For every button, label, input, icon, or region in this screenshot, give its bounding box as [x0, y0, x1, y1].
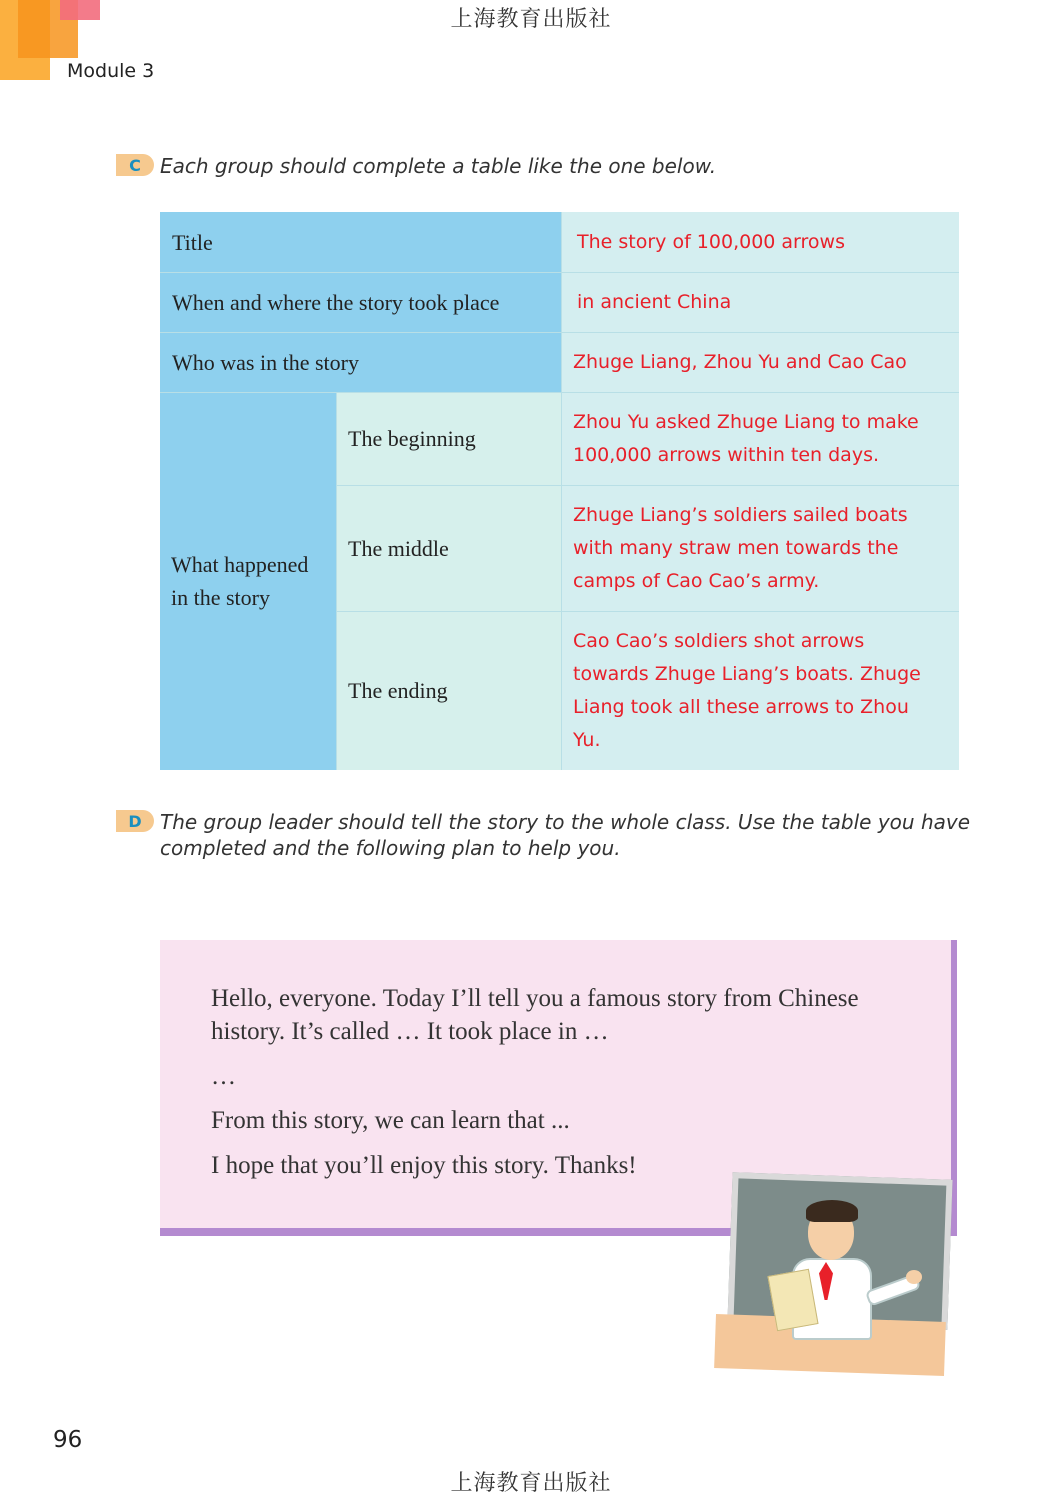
when-answer-cell — [561, 272, 959, 332]
beginning-label: The beginning — [348, 426, 476, 451]
who-label: Who was in the story — [172, 349, 359, 375]
answer-line: Zhuge Liang’s soldiers sailed boats — [573, 503, 908, 526]
title-label: Title — [172, 229, 213, 255]
answer-line: camps of Cao Cao’s army. — [573, 569, 820, 592]
who-answer-cell — [561, 332, 959, 392]
story-table — [160, 212, 959, 770]
speech-line: Hello, everyone. Today I’ll tell you a famous story from Chinese — [211, 985, 859, 1012]
table-divider — [160, 392, 959, 393]
ending-answer-cell — [561, 611, 959, 770]
answer-line: Zhou Yu asked Zhuge Liang to make — [573, 410, 919, 433]
title-answer: The story of 100,000 arrows — [577, 230, 845, 253]
title-label-cell — [160, 212, 561, 272]
table-divider — [160, 272, 959, 273]
ending-label-cell — [336, 611, 561, 770]
answer-line: towards Zhuge Liang’s boats. Zhuge — [573, 662, 921, 685]
middle-label: The middle — [348, 535, 449, 561]
ending-label: The ending — [348, 678, 448, 703]
module-label: Module 3 — [67, 60, 155, 82]
what-label-line: in the story — [171, 585, 270, 610]
speech-line: … — [211, 1063, 236, 1090]
what-label-line: What happened — [171, 552, 309, 577]
answer-line: Yu. — [573, 728, 601, 751]
section-c-instruction: Each group should complete a table like the one below. — [160, 154, 717, 178]
section-d-instruction — [160, 809, 970, 861]
beginning-answer-cell — [561, 392, 959, 485]
page-number: 96 — [53, 1427, 83, 1453]
answer-line: Liang took all these arrows to Zhou — [573, 695, 909, 718]
table-divider — [336, 392, 337, 770]
title-answer-cell — [561, 212, 959, 272]
section-c-badge: C — [116, 154, 154, 176]
speech-line: history. It’s called … It took place in … — [211, 1018, 609, 1045]
answer-line: Cao Cao’s soldiers shot arrows — [573, 629, 865, 652]
publisher-header: 上海教育出版社 — [450, 7, 612, 32]
section-d-badge: D — [116, 810, 154, 832]
answer-line: with many straw men towards the — [573, 536, 899, 559]
speech-line: From this story, we can learn that ... — [211, 1107, 570, 1134]
beginning-label-cell — [336, 392, 561, 485]
when-answer: in ancient China — [577, 290, 732, 313]
table-divider — [336, 611, 959, 612]
instruction-line: completed and the following plan to help you. — [160, 836, 621, 860]
publisher-footer: 上海教育出版社 — [450, 1471, 612, 1496]
middle-label-cell — [336, 485, 561, 611]
table-divider — [336, 485, 959, 486]
who-answer: Zhuge Liang, Zhou Yu and Cao Cao — [573, 350, 907, 373]
when-label-cell — [160, 272, 561, 332]
student-hair-illustration — [806, 1200, 858, 1222]
answer-line: 100,000 arrows within ten days. — [573, 443, 880, 466]
instruction-line: The group leader should tell the story to the whole class. Use the table you have — [160, 810, 971, 834]
who-label-cell — [160, 332, 561, 392]
middle-answer-cell — [561, 485, 959, 611]
student-hand-illustration — [906, 1270, 922, 1284]
table-divider — [561, 212, 562, 770]
table-divider — [160, 332, 959, 333]
speech-line: I hope that you’ll enjoy this story. Thanks! — [211, 1152, 637, 1179]
when-label: When and where the story took place — [172, 289, 500, 315]
what-label-cell — [160, 392, 336, 770]
